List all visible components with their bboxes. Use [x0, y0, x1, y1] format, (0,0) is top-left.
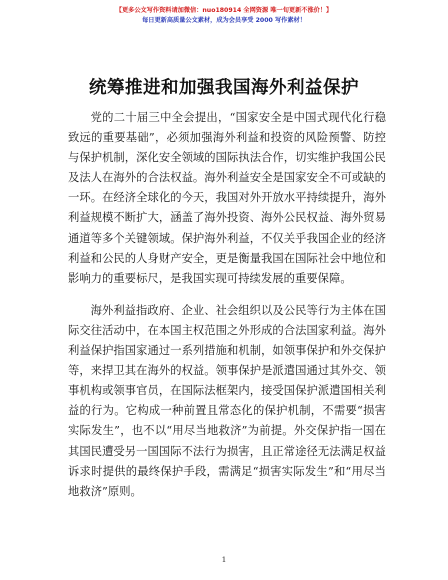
body-paragraph: 海外利益指政府、企业、社会组织以及公民等行为主体在国际交往活动中，在本国主权范围之外形成的合法国家利益。海外利益保护指国家通过一系列措施和机制，如领事保护和外交保护等，来捍卫其在海外的权益。领事保护是派遣国通过其外交、领事机构或领事官员，在国际法框架内，接受国保护派遣国相关利益的行为。它构成一种前置且常态化的保护机制，不需要“损害实际发生”，也不以“用尽当地救济”为前提。外交保护指一国在其国民遭受另一国国际不法行为损害，且正常途径无法满足权益诉求时提供的最终保护手段，需满足“损害实际发生”和“用尽当地救济”原则。 — [68, 303, 386, 498]
promo-banner-line-1: 【更多公文写作资料请加微信：nuo180914 全网资源 唯一旬更新不涨价！】 — [115, 7, 333, 14]
promo-banner-line-2: 每日更新高质量公文素材，成为会员享受 2000 写作素材！ — [142, 17, 306, 24]
body-paragraph: 党的二十届三中全会提出，“国家安全是中国式现代化行稳致远的重要基础”，必须加强海外利益和投资的风险预警、防控与保护机制，深化安全领域的国际执法合作，切实维护我国公民及法人在海外的合法权益。海外利益安全是国家安全不可或缺的一环。在经济全球化的今天，我国对外开放水平持续提升，海外利益规模不断扩大，涵盖了海外投资、海外公民权益、海外贸易通道等多个关键领域。保护海外利益，不仅关乎我国企业的经济利益和公民的人身财产安全，更是衡量我国在国际社会中地位和影响力的重要标尺，是我国实现可持续发展的重要保障。 — [68, 111, 386, 285]
page-number: 1 — [221, 555, 227, 564]
promo-banner — [0, 6, 448, 26]
document-title: 统筹推进和加强我国海外利益保护 — [89, 78, 359, 98]
document-body — [68, 108, 386, 514]
